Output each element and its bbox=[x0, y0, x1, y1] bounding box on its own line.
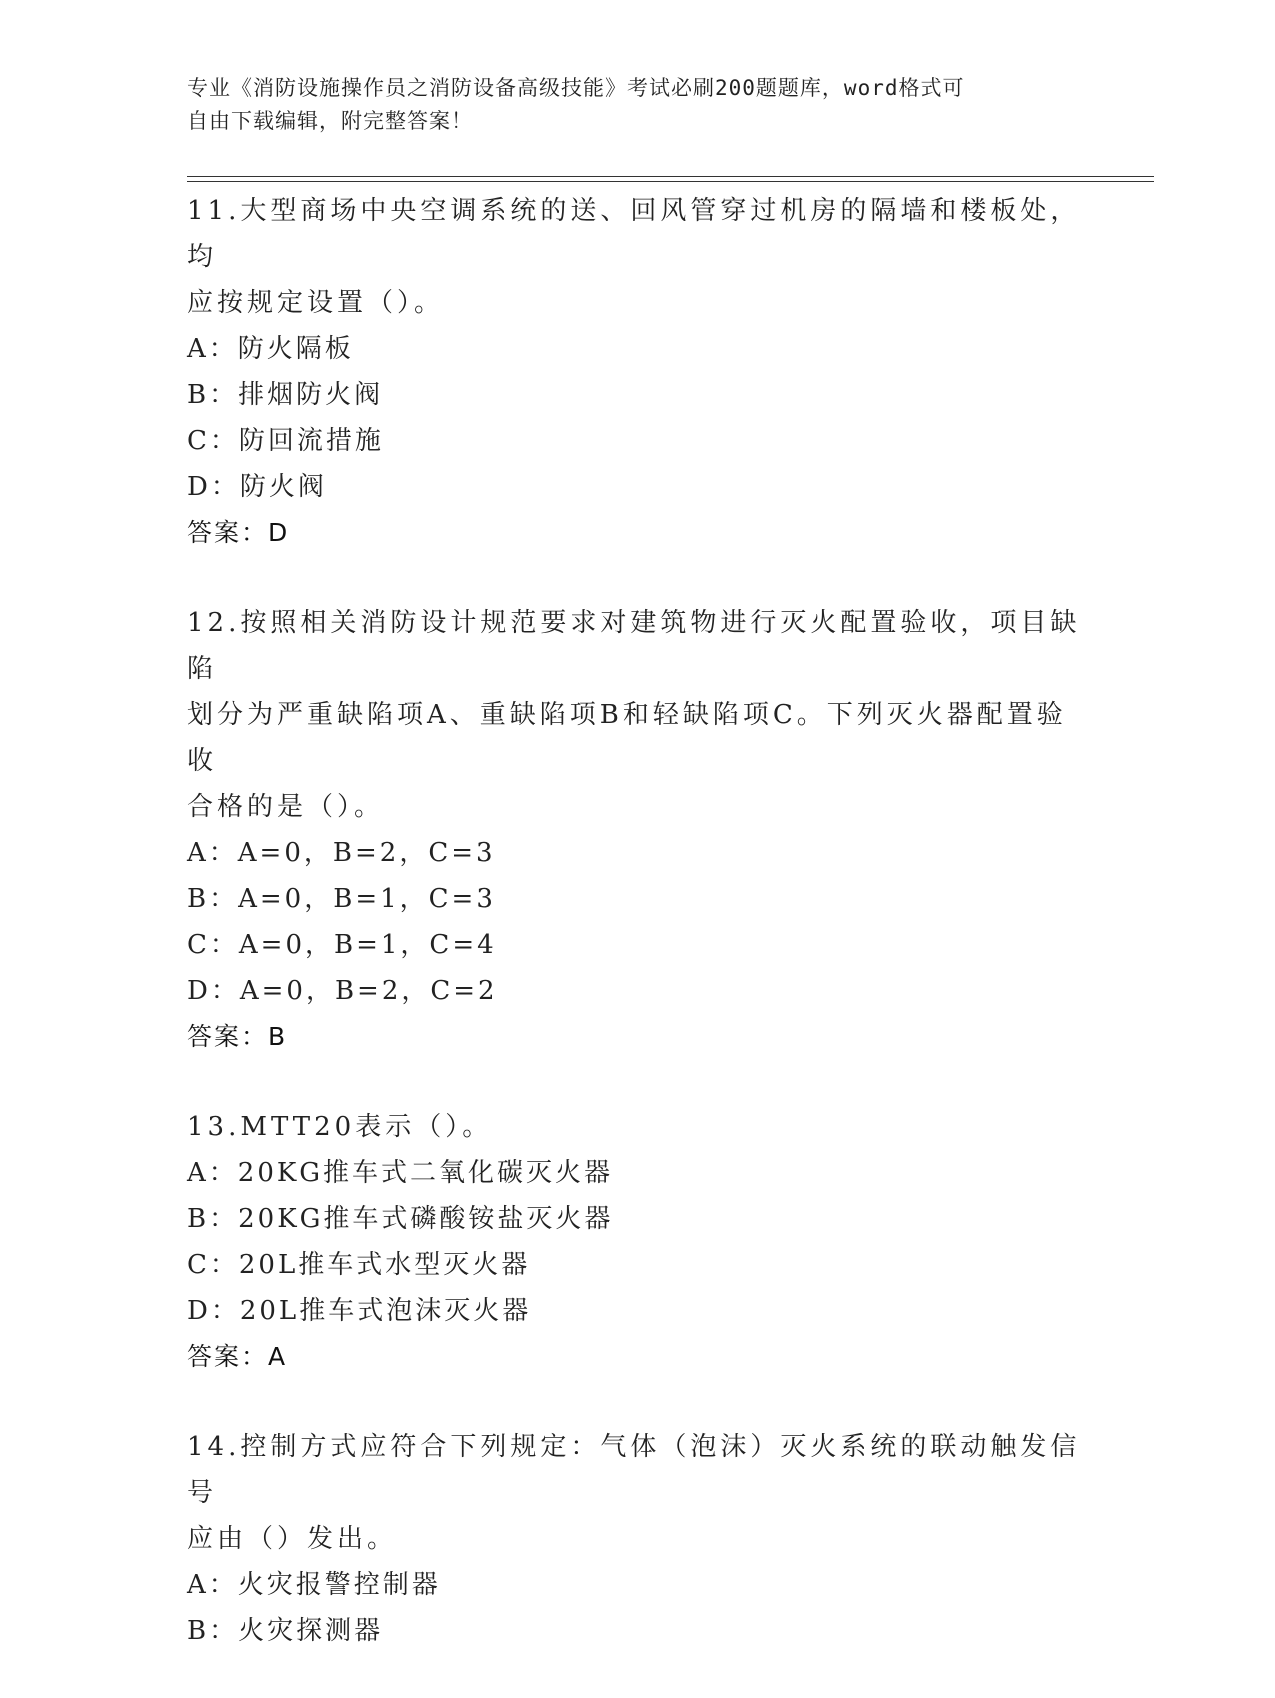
option-d: D：20L推车式泡沫灭火器 bbox=[187, 1296, 532, 1326]
option-a: A：A=0，B=2，C=3 bbox=[187, 838, 496, 868]
question-13 bbox=[187, 1104, 1087, 1380]
question-text-line: 13.MTT20表示（）。 bbox=[187, 1112, 493, 1142]
header-divider-top bbox=[187, 176, 1154, 177]
question-14 bbox=[187, 1424, 1087, 1654]
option-d: D：A=0，B=2，C=2 bbox=[187, 976, 498, 1006]
header-line-1: 专业《消防设施操作员之消防设备高级技能》考试必刷200题题库，word格式可 bbox=[187, 76, 965, 100]
option-c: C：防回流措施 bbox=[187, 426, 384, 456]
option-c: C：A=0，B=1，C=4 bbox=[187, 930, 497, 960]
document-header bbox=[187, 72, 1077, 138]
option-b: B：20KG推车式磷酸铵盐灭火器 bbox=[187, 1204, 614, 1234]
header-divider-bottom bbox=[187, 181, 1154, 182]
question-list bbox=[187, 188, 1087, 1698]
header-line-2: 自由下载编辑，附完整答案！ bbox=[187, 109, 473, 133]
option-a: A：火灾报警控制器 bbox=[187, 1570, 441, 1600]
question-text-line: 14.控制方式应符合下列规定：气体（泡沫）灭火系统的联动触发信号 bbox=[187, 1432, 1081, 1508]
question-text-line: 应由（）发出。 bbox=[187, 1524, 398, 1554]
question-12 bbox=[187, 600, 1087, 1060]
answer: 答案：B bbox=[187, 1022, 288, 1051]
option-d: D：防火阀 bbox=[187, 472, 327, 502]
question-text-line: 合格的是（）。 bbox=[187, 792, 385, 822]
option-b: B：A=0，B=1，C=3 bbox=[187, 884, 496, 914]
question-11 bbox=[187, 188, 1087, 556]
option-b: B：排烟防火阀 bbox=[187, 380, 384, 410]
question-text-line: 11.大型商场中央空调系统的送、回风管穿过机房的隔墙和楼板处，均 bbox=[187, 196, 1081, 272]
option-b: B：火灾探测器 bbox=[187, 1616, 384, 1646]
option-c: C：20L推车式水型灭火器 bbox=[187, 1250, 531, 1280]
question-text-line: 应按规定设置（）。 bbox=[187, 288, 445, 318]
answer: 答案：D bbox=[187, 518, 290, 547]
option-a: A：20KG推车式二氧化碳灭火器 bbox=[187, 1158, 614, 1188]
answer: 答案：A bbox=[187, 1342, 288, 1371]
option-a: A：防火隔板 bbox=[187, 334, 354, 364]
question-text-line: 划分为严重缺陷项A、重缺陷项B和轻缺陷项C。下列灭火器配置验收 bbox=[187, 700, 1067, 776]
question-text-line: 12.按照相关消防设计规范要求对建筑物进行灭火配置验收，项目缺陷 bbox=[187, 608, 1081, 684]
